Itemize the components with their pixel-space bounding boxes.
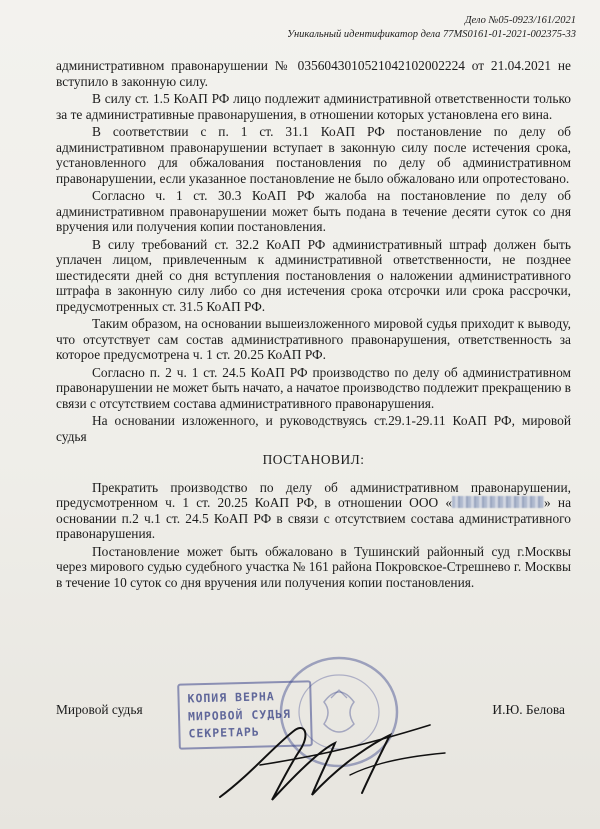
paragraph-fine-payment: В силу требований ст. 32.2 КоАП РФ административный штраф должен быть уплачен лицом, привлеченным к административной ответственности, не позднее шестидесяти дней со дня вступления постановления о наложении административного штрафа в законную силу либо со дня истечения срока отсрочки или срока рассрочки, предусмотренных ст. 31.5 КоАП РФ. (56, 236, 571, 314)
handwritten-signature-icon (200, 705, 460, 815)
paragraph-termination-basis: Согласно п. 2 ч. 1 ст. 24.5 КоАП РФ производство по делу об административном правонарушении не может быть начато, а начатое производство подлежит прекращению в связи с отсутствием состава административного правонарушения. (56, 364, 571, 411)
paragraph-conclusion: Таким образом, на основании вышеизложенного мировой судья приходит к выводу, что отсутствует сам состав административного правонарушения, ответственность за которое предусмотрена ч. 1 ст. 20.25 КоАП РФ. (56, 316, 571, 362)
paragraph-entry-into-force: В соответствии с п. 1 ст. 31.1 КоАП РФ постановление по делу об административном правонарушении вступает в законную силу после истечения срока, установленного для обжалования постановления по делу об административном правонарушении, если указанное постановление не было обжаловано или опротестовано. (56, 124, 571, 186)
decision-heading: ПОСТАНОВИЛ: (262, 452, 365, 467)
ruling-text-start: Прекратить производство по делу об административном правонарушении, предусмотренном ч. 1 ст. 20.25 КоАП РФ, в отношении ООО « (56, 479, 571, 510)
stamp-line-2: МИРОВОЙ СУДЬЯ (187, 706, 292, 724)
judge-title: Мировой судья (56, 702, 143, 717)
paragraph-continuation: административном правонарушении № 0356043010521042102002224 от 21.04.2021 не вступило в законную силу. (56, 58, 571, 89)
document-body (56, 58, 571, 592)
paragraph-appeal-term: Согласно ч. 1 ст. 30.3 КоАП РФ жалоба на постановление по делу об административном правонарушении может быть подана в течение десяти суток со дня вручения или получения копии постановления. (56, 188, 571, 234)
paragraph-guilt: В силу ст. 1.5 КоАП РФ лицо подлежит административной ответственности только за те административные правонарушения, в отношении которых установлена его вина. (56, 91, 571, 122)
case-number: Дело №05-0923/161/2021 (464, 15, 576, 26)
redacted-company-name (452, 496, 544, 508)
case-uid: Уникальный идентификатор дела 77MS0161-01-2021-002375-33 (287, 29, 576, 40)
case-header (287, 14, 576, 42)
stamp-line-3: СЕКРЕТАРЬ (188, 724, 260, 741)
paragraph-grounds: На основании изложенного, и руководствуясь ст.29.1-29.11 КоАП РФ, мировой судья (56, 413, 571, 444)
judge-name: И.Ю. Белова (492, 702, 565, 717)
paragraph-ruling (56, 480, 571, 542)
paragraph-appeal-procedure: Постановление может быть обжаловано в Тушинский районный суд г.Москвы через мирового судью судебного участка № 161 района Покровское-Стрешнево г. Москвы в течение 10 суток со дня вручения или получения копии постановления. (56, 543, 571, 590)
ruling-text-end: » на основании п.2 ч.1 ст. 24.5 КоАП РФ в связи с отсутствием состава административного правонарушения. (56, 495, 572, 541)
stamp-line-1: КОПИЯ ВЕРНА (187, 689, 275, 706)
